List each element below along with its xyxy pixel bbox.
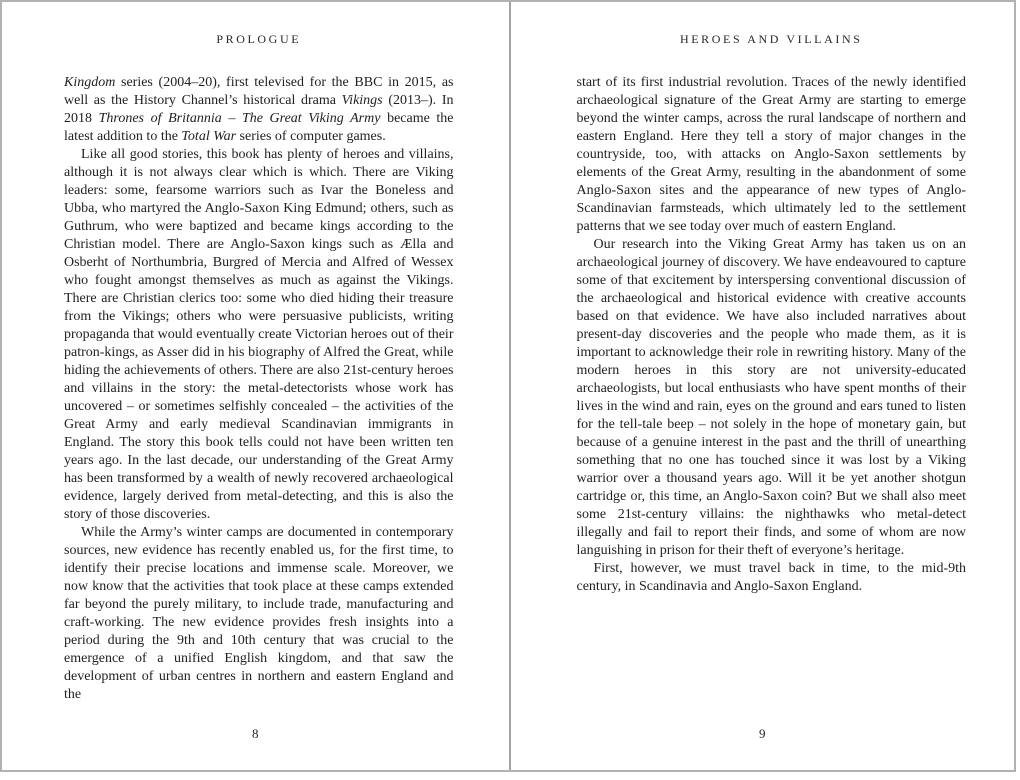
body-paragraph: Our research into the Viking Great Army has taken us on an archaeological journey of discovery. We have endeavoured to capture some of that excitement by interspersing conventional discussion of the archaeological and historical evidence with creative accounts based on that evidence. We have also included narratives about present-day discoveries and the people who made them, as it is important to acknowledge their role in rewriting history. Many of the modern heroes in this story are not university-educated archaeologists, but local enthusiasts who have spent months of their lives in the wind and rain, eyes on the ground and ears tuned to listen for the tell-tale beep – not solely in the hope of monetary gain, but because of a genuine interest in the past and the thrill of unearthing something that no one has touched since it was lost by a Viking warrior over a thousand years ago. Will it be yet another shotgun cartridge or, this time, an Anglo-Saxon coin? But we shall also meet some 21st-century villains: the nighthawks who metal-detect illegally and fail to report their finds, and some of whom are now languishing in prison for their theft of everyone’s heritage. <box>576 237 966 558</box>
right-text-block <box>577 74 967 596</box>
body-paragraph: start of its first industrial revolution. Traces of the newly identified archaeological signature of the Great Army are starting to emerge beyond the winter camps, across the rural landscape of northern and eastern England. Here they tell a story of major changes in the countryside, too, with attacks on Anglo-Saxon settlements by elements of the Great Army, resulting in the abandonment of some Anglo-Saxon sites and the appearance of new types of Anglo-Scandinavian farmsteads, which ultimately led to the settlement patterns that we see today over much of eastern England. <box>576 75 966 234</box>
right-running-header: HEROES AND VILLAINS <box>679 32 863 46</box>
right-page-number: 9 <box>759 726 766 741</box>
page-left <box>2 2 509 770</box>
body-paragraph: Kingdom series (2004–20), first televised for the BBC in 2015, as well as the History Channel’s historical drama Vikings (2013–). In 2018 Thrones of Britannia – The Great Viking Army became the latest addition to the Total War series of computer games. <box>64 75 454 144</box>
body-paragraph: First, however, we must travel back in time, to the mid-9th century, in Scandinavia and Anglo-Saxon England. <box>576 561 966 594</box>
left-running-header: PROLOGUE <box>216 32 302 46</box>
left-text-block <box>64 74 454 704</box>
left-page-number: 8 <box>252 726 259 741</box>
body-paragraph: While the Army’s winter camps are documented in contemporary sources, new evidence has recently enabled us, for the first time, to identify their precise locations and immense scale. Moreover, we now know that the activities that took place at these camps extended far beyond the purely military, to include trade, manufacturing and craft-working. The new evidence provides fresh insights into a period during the 9th and 10th century that was crucial to the emergence of a unified English kingdom, and that saw the development of urban centres in northern and eastern England and the <box>64 525 454 702</box>
page-right <box>511 2 1015 770</box>
body-paragraph: Like all good stories, this book has plenty of heroes and villains, although it is not always clear which is which. There are Viking leaders: some, fearsome warriors such as Ivar the Boneless and Ubba, who martyred the Anglo-Saxon King Edmund; others, such as Guthrum, who were baptized and became kings according to the Christian model. There are Anglo-Saxon kings such as Ælla and Osberht of Northumbria, Burgred of Mercia and Alfred of Wessex who fought amongst themselves as much as against the Vikings. There are Christian clerics too: some who died hiding their treasure from the Vikings; others who were persuasive publicists, writing propaganda that would eventually create Victorian heroes out of their patron-kings, as Asser did in his biography of Alfred the Great, while hiding the achievements of others. There are also 21st-century heroes and villains in the story: the metal-detectorists whose work has uncovered – or sometimes selfishly concealed – the activities of the Great Army and early medieval Scandinavian immigrants in England. The story this book tells could not have been written ten years ago. In the last decade, our understanding of the Great Army has been transformed by a wealth of newly recovered archaeological evidence, largely derived from metal-detecting, and this is also the story of those discoveries. <box>64 147 454 522</box>
